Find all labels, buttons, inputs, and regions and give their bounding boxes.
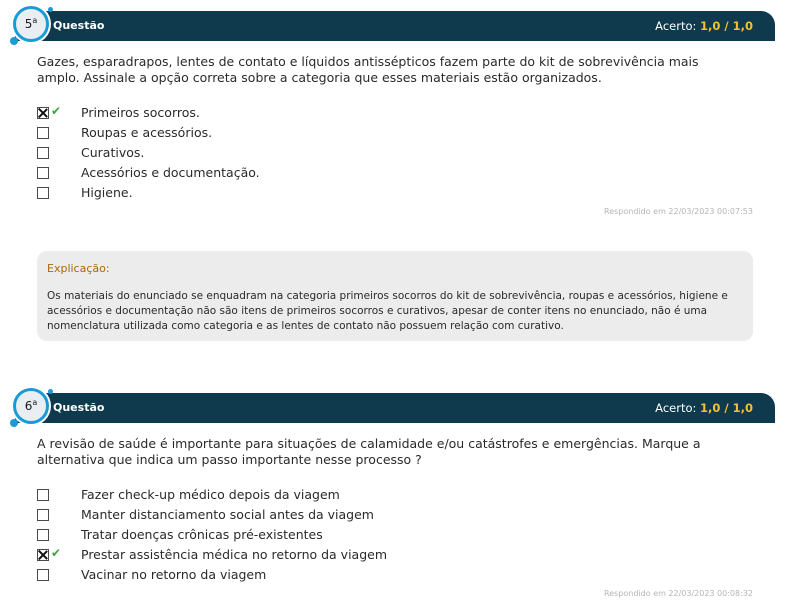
option-label: Higiene. [81, 185, 133, 200]
option-item[interactable] [37, 124, 437, 142]
option-item[interactable] [37, 506, 437, 524]
option-item[interactable] [37, 104, 437, 122]
checkbox[interactable] [37, 127, 49, 139]
question-number: 6 [24, 399, 33, 413]
checkbox[interactable] [37, 529, 49, 541]
badge-dot-icon [10, 37, 18, 45]
score-label: Acerto: [655, 401, 697, 415]
question-number-badge [13, 6, 49, 42]
checkbox[interactable] [37, 147, 49, 159]
option-label: Fazer check-up médico depois da viagem [81, 487, 340, 502]
explanation-title: Explicação: [47, 262, 110, 275]
question-header [15, 393, 775, 423]
score [655, 401, 753, 415]
option-label: Tratar doenças crônicas pré-existentes [81, 527, 323, 542]
option-label: Prestar assistência médica no retorno da viagem [81, 547, 388, 562]
question-label: Questão [53, 19, 105, 32]
checkbox[interactable] [37, 167, 49, 179]
explanation-text: Os materiais do enunciado se enquadram na categoria primeiros socorros do kit de sobrevivência, roupas e acessórios, higiene e acessórios e documentação não são itens de primeiros socorros e curativos, apesar de conter itens no enunciado, não é uma nomenclatura utilizada como categoria e as lentes de contato não possuem relação com curativo. [47, 290, 728, 332]
score-value: 1,0 / 1,0 [700, 19, 753, 33]
x-checkbox-icon[interactable] [37, 107, 49, 119]
score-value: 1,0 / 1,0 [700, 401, 753, 415]
question-text: Gazes, esparadrapos, lentes de contato e líquidos antissépticos fazem parte do kit de sobrevivência mais amplo. Assinale a opção correta sobre a categoria que esses materiais estão organizados. [37, 54, 699, 85]
question-ordinal: a [32, 398, 38, 407]
option-item[interactable] [37, 144, 437, 162]
badge-dot-icon [48, 389, 53, 394]
question-label: Questão [53, 401, 105, 414]
checkbox[interactable] [37, 187, 49, 199]
explanation-box [37, 251, 753, 341]
question-text: A revisão de saúde é importante para situações de calamidade e/ou catástrofes e emergências. Marque a alternativa que indica um passo importante nesse processo ? [37, 436, 701, 467]
option-label: Manter distanciamento social antes da viagem [81, 507, 374, 522]
question-ordinal: a [32, 16, 38, 25]
badge-dot-icon [48, 7, 53, 12]
option-label: Curativos. [81, 145, 145, 160]
option-label: Primeiros socorros. [81, 105, 200, 120]
option-item[interactable] [37, 546, 437, 564]
score [655, 19, 753, 33]
answered-timestamp: Respondido em 22/03/2023 00:07:53 [604, 207, 753, 216]
option-label: Acessórios e documentação. [81, 165, 260, 180]
x-checkbox-icon[interactable] [37, 549, 49, 561]
option-label: Roupas e acessórios. [81, 125, 213, 140]
option-item[interactable] [37, 526, 437, 544]
question-number-badge [13, 388, 49, 424]
checkbox[interactable] [37, 569, 49, 581]
option-item[interactable] [37, 566, 437, 584]
question-number: 5 [24, 17, 33, 31]
option-label: Vacinar no retorno da viagem [81, 567, 267, 582]
option-item[interactable] [37, 184, 437, 202]
option-item[interactable] [37, 486, 437, 504]
checkbox[interactable] [37, 509, 49, 521]
score-label: Acerto: [655, 19, 697, 33]
option-item[interactable] [37, 164, 437, 182]
checkmark-icon: ✔ [51, 546, 62, 560]
question-header [15, 11, 775, 41]
checkbox[interactable] [37, 489, 49, 501]
badge-dot-icon [10, 419, 18, 427]
answered-timestamp: Respondido em 22/03/2023 00:08:32 [604, 589, 753, 598]
checkmark-icon: ✔ [51, 104, 62, 118]
